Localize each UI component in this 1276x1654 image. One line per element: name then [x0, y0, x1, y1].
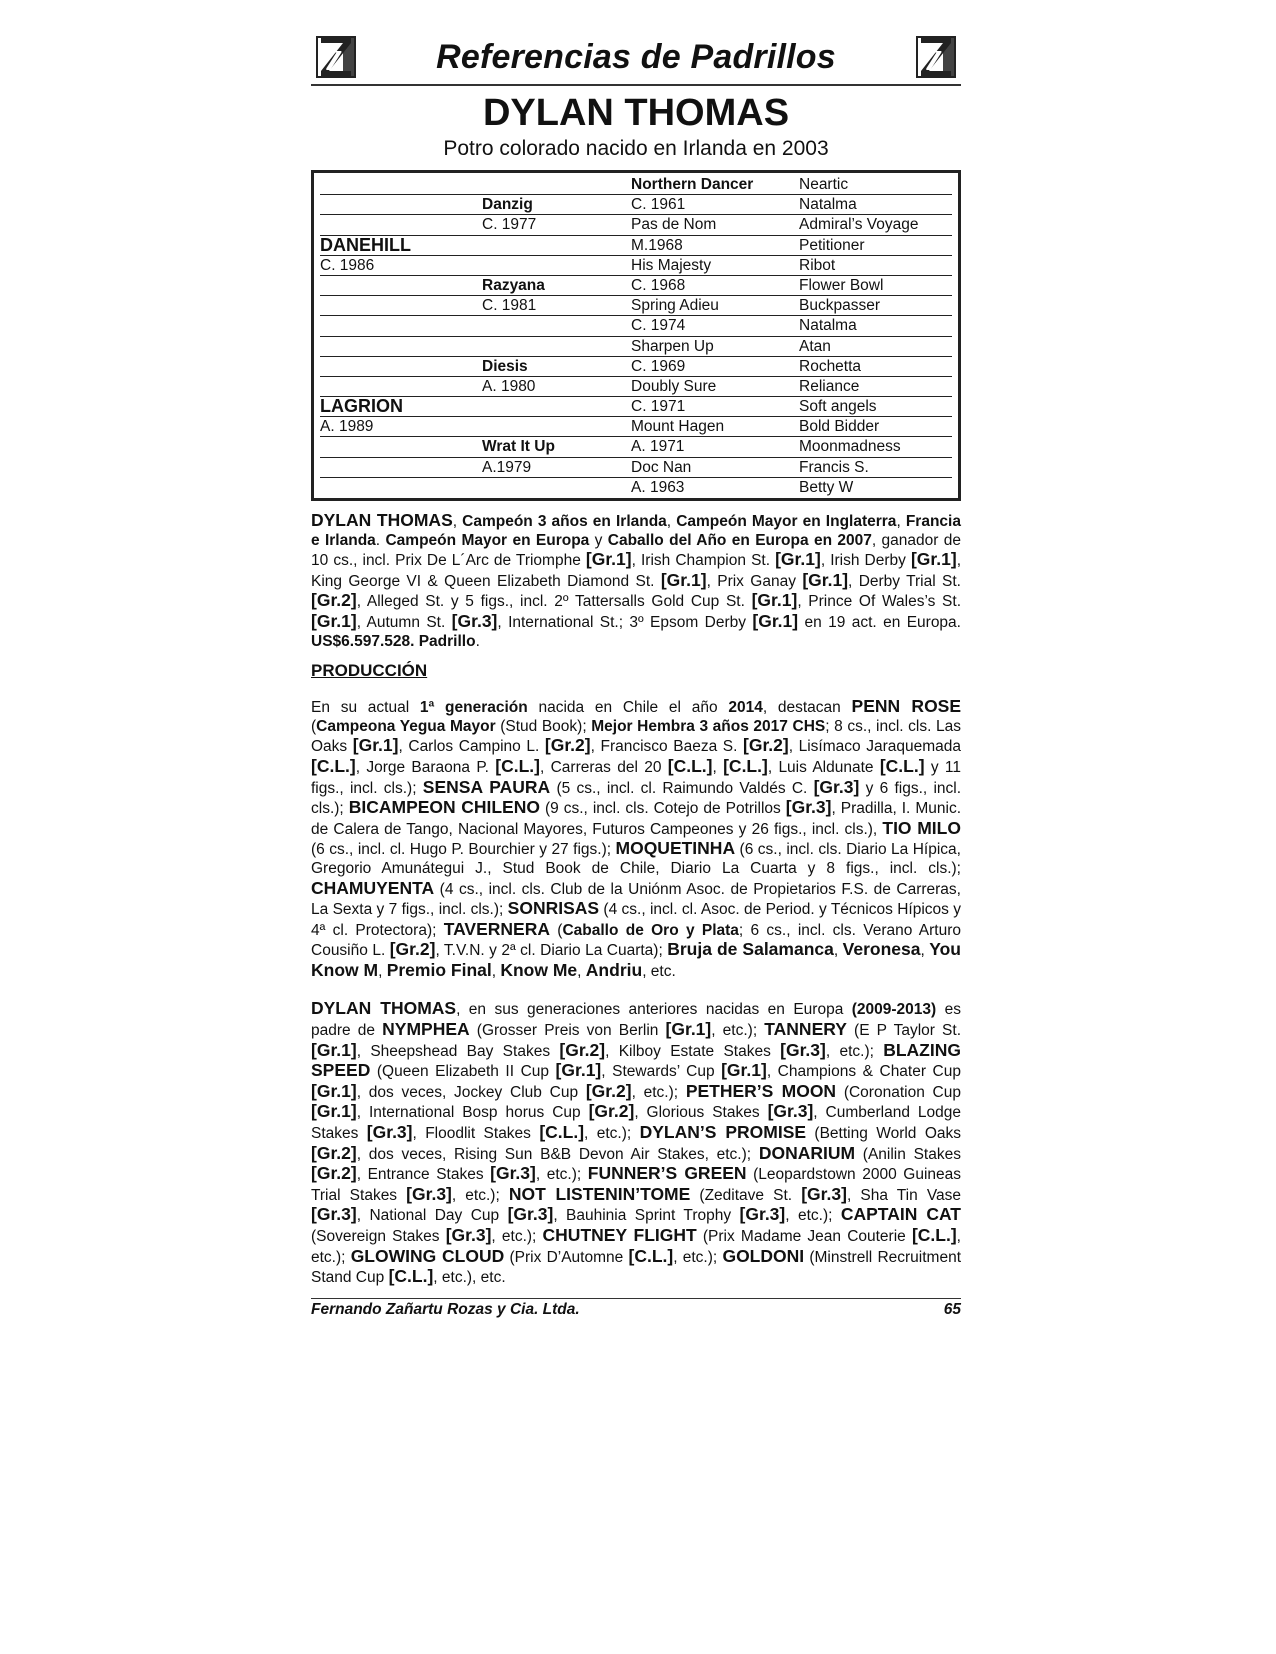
highlight-text: [Gr.3]	[767, 1101, 814, 1122]
highlight-text: You Know M	[311, 939, 961, 980]
text-run: (4 cs., incl. cls. Club de la Uniónm Asoc. de Propietarios F.S. de Carreras, La Sexta y 7 figs., incl. cls.);	[311, 880, 961, 919]
text-run: y 6 figs., incl. cls.);	[311, 779, 962, 818]
pedigree-cell: C. 1986	[320, 256, 375, 274]
highlight-text: GLOWING CLOUD	[350, 1245, 505, 1266]
pedigree-cell: C. 1974	[631, 317, 686, 335]
highlight-text: BLAZING SPEED	[311, 1039, 961, 1081]
text-run: ; 6 cs., incl. cls. Verano Arturo Cousiño L.	[311, 921, 961, 960]
pedigree-cell: A. 1971	[631, 438, 685, 456]
highlight-text: [Gr.2]	[544, 735, 591, 756]
highlight-text: Veronesa	[842, 939, 921, 960]
pedigree-row	[320, 458, 952, 478]
highlight-text: [Gr.1]	[311, 1080, 357, 1101]
pedigree-cell: Flower Bowl	[799, 276, 884, 294]
text-run: ,	[666, 513, 677, 530]
highlight-text: Andriu	[585, 959, 643, 980]
pedigree-row	[320, 276, 952, 296]
pedigree-cell: C. 1981	[482, 297, 537, 315]
pedigree-row	[320, 437, 952, 457]
highlight-text: TAVERNERA	[443, 918, 551, 939]
highlight-text: [Gr.3]	[406, 1183, 452, 1204]
text-run: , Entrance Stakes	[356, 1166, 491, 1184]
pedigree-cell	[320, 437, 482, 456]
highlight-text: [C.L.]	[628, 1245, 674, 1266]
highlight-text: GOLDONI	[722, 1245, 805, 1266]
pedigree-cell: Reliance	[799, 377, 860, 395]
highlight-text: 1ª generación	[419, 699, 528, 717]
highlight-text: [C.L.]	[667, 755, 713, 776]
text-run: (Prix D’Automne	[504, 1248, 629, 1266]
highlight-text: SENSA PAURA	[422, 776, 551, 797]
pedigree-cell: Diesis	[482, 357, 528, 375]
pedigree-cell	[482, 256, 631, 275]
highlight-text: [Gr.1]	[721, 1060, 767, 1081]
highlight-text: [Gr.1]	[775, 549, 821, 570]
pedigree-cell: Buckpasser	[799, 297, 880, 315]
pedigree-cell: Doubly Sure	[631, 377, 717, 395]
text-run: (Grosser Preis von Berlin	[469, 1022, 666, 1040]
highlight-text: CAPTAIN CAT	[840, 1204, 961, 1225]
text-run: , Derby Trial St.	[848, 572, 961, 590]
pedigree-row	[320, 236, 952, 256]
pedigree-cell: C. 1977	[482, 216, 537, 234]
text-run: en 19 act. en Europa.	[798, 613, 961, 631]
highlight-text: [Gr.1]	[311, 610, 357, 631]
pedigree-cell: C. 1968	[631, 276, 686, 294]
highlight-text: [C.L.]	[311, 755, 356, 776]
text-run: .	[375, 531, 386, 549]
pedigree-cell: Natalma	[799, 196, 857, 214]
text-run: , Kilboy Estate Stakes	[605, 1042, 781, 1060]
pedigree-row	[320, 337, 952, 357]
highlight-text: BICAMPEON CHILENO	[348, 797, 540, 818]
text-run: , Glorious Stakes	[634, 1104, 768, 1122]
text-run: ,	[577, 962, 586, 980]
pedigree-cell: Neartic	[799, 176, 849, 193]
pedigree-cell: Wrat It Up	[482, 438, 555, 456]
text-run: , Carlos Campino L.	[398, 738, 545, 756]
text-run: , etc.);	[785, 1207, 841, 1225]
text-run: , Prix Ganay	[706, 572, 803, 590]
text-run: , Luis Aldunate	[767, 758, 880, 776]
text-run: , Bauhinia Sprint Trophy	[553, 1207, 740, 1225]
pedigree-cell	[482, 337, 631, 356]
text-run: , Lisímaco Jaraquemada	[788, 738, 962, 756]
pedigree-cell: Francis S.	[799, 458, 869, 476]
highlight-text: Premio Final	[386, 959, 492, 980]
text-run: ,	[452, 513, 463, 530]
text-run: (Coronation Cup	[836, 1083, 961, 1101]
production-title: PRODUCCIÓN	[311, 661, 428, 681]
pedigree-cell: Rochetta	[799, 357, 862, 375]
text-run: , etc.);	[491, 1228, 543, 1245]
pedigree-cell: Mount Hagen	[631, 418, 725, 436]
text-run: (4 cs., incl. cl. Asoc. de Period. y Técnicos Hípicos y 4ª cl. Protectora);	[311, 901, 961, 939]
highlight-text: [Gr.3]	[445, 1225, 492, 1245]
text-run: , T.V.N. y 2ª cl. Diario La Cuarta);	[435, 942, 668, 960]
pedigree-cell: C. 1961	[631, 196, 686, 214]
pedigree-cell	[320, 215, 482, 234]
highlight-text: FUNNER’S GREEN	[587, 1163, 747, 1184]
text-run: , etc.);	[711, 1022, 765, 1040]
highlight-text: [C.L.]	[539, 1122, 585, 1143]
pedigree-cell	[320, 357, 482, 376]
text-run: , etc.);	[584, 1125, 640, 1143]
pedigree-cell	[482, 175, 631, 194]
header-title: Referencias de Padrillos	[436, 38, 836, 76]
pedigree-row	[320, 215, 952, 235]
pedigree-row	[320, 377, 952, 397]
highlight-text: Caballo de Oro y Plata	[562, 921, 739, 939]
pedigree-cell	[320, 276, 482, 295]
highlight-text: [Gr.1]	[555, 1060, 602, 1081]
pedigree-cell	[320, 195, 482, 214]
text-run: ,	[712, 758, 724, 776]
pedigree-cell: Spring Adieu	[631, 297, 719, 315]
logo-icon	[913, 34, 959, 80]
pedigree-row	[320, 296, 952, 316]
pedigree-cell	[320, 296, 482, 315]
text-run: y	[589, 531, 608, 549]
highlight-text: [Gr.2]	[585, 1080, 632, 1101]
text-run: (5 cs., incl. cl. Raimundo Valdés C.	[550, 779, 814, 797]
text-run: , National Day Cup	[356, 1207, 508, 1225]
pedigree-table	[311, 170, 961, 501]
pedigree-cell	[482, 236, 631, 255]
pedigree-row	[320, 397, 952, 417]
highlight-text: 2014	[728, 699, 763, 717]
highlight-text: DYLAN THOMAS	[311, 510, 453, 530]
pedigree-cell: A. 1980	[482, 377, 536, 395]
text-run: ,	[833, 942, 843, 960]
pedigree-cell: Northern Dancer	[631, 176, 754, 193]
highlight-text: NOT LISTENIN’TOME	[508, 1183, 691, 1204]
highlight-text: Bruja de Salamanca	[667, 939, 834, 960]
highlight-text: MOQUETINHA	[615, 838, 736, 859]
pedigree-cell: Petitioner	[799, 236, 865, 254]
text-run: , dos veces, Jockey Club Cup	[356, 1083, 586, 1101]
highlight-text: [Gr.1]	[311, 1039, 357, 1060]
text-run: , Autumn St.	[356, 613, 452, 631]
pedigree-row	[320, 478, 952, 497]
text-run: , etc.);	[535, 1166, 588, 1184]
pedigree-row	[320, 256, 952, 276]
pedigree-cell	[482, 397, 631, 416]
text-run: , etc.);	[673, 1248, 723, 1266]
highlight-text: Mejor Hembra 3 años 2017 CHS	[591, 717, 826, 735]
text-run: ,	[920, 942, 930, 960]
pedigree-cell: DANEHILL	[320, 235, 411, 255]
text-run: (Stud Book);	[495, 717, 592, 735]
text-run: , dos veces, Rising Sun B&B Devon Air Stakes, etc.);	[356, 1145, 759, 1163]
pedigree-row	[320, 175, 952, 195]
text-run: (9 cs., incl. cls. Cotejo de Potrillos	[539, 800, 786, 818]
text-run: ,	[491, 962, 501, 980]
horse-name: DYLAN THOMAS	[482, 92, 790, 134]
text-run: (Zeditave St.	[690, 1186, 802, 1204]
page	[311, 32, 961, 1319]
page-number: 65	[943, 1300, 961, 1318]
text-run: , International Bosp horus Cup	[356, 1104, 589, 1122]
text-run: , etc.);	[311, 1228, 961, 1266]
text-run: (6 cs., incl. cls. Diario La Hípica, Gregorio Amunátegui J., Stud Book de Chile, Diario La Cuarta y 8 figs., incl. cls.);	[311, 841, 961, 877]
pedigree-cell: His Majesty	[631, 256, 712, 274]
pedigree-cell: Moonmadness	[799, 438, 901, 456]
highlight-text: [Gr.3]	[490, 1163, 536, 1184]
text-run: En su actual	[311, 699, 420, 717]
highlight-text: [Gr.2]	[311, 590, 357, 611]
pedigree-cell	[320, 337, 482, 356]
text-run: , Carreras del 20	[540, 758, 668, 776]
highlight-text: [Gr.1]	[751, 590, 798, 611]
text-run: (	[311, 717, 317, 735]
campaign-paragraph	[311, 511, 961, 651]
pedigree-cell	[320, 458, 482, 477]
highlight-text: NYMPHEA	[382, 1019, 470, 1040]
highlight-text: [C.L.]	[879, 755, 925, 776]
pedigree-cell: Admiral’s Voyage	[799, 216, 919, 234]
text-run: , etc.);	[631, 1083, 686, 1101]
highlight-text: PENN ROSE	[851, 696, 962, 717]
highlight-text: Know Me	[500, 959, 578, 980]
text-run: , Francisco Baeza S.	[590, 738, 744, 756]
text-run: , Cumberland Lodge Stakes	[311, 1104, 962, 1143]
highlight-text: CHAMUYENTA	[311, 877, 435, 898]
highlight-text: DYLAN THOMAS	[311, 998, 457, 1019]
highlight-text: [Gr.1]	[802, 569, 849, 590]
text-run: (Anilin Stakes	[855, 1145, 961, 1163]
pedigree-cell: A.1979	[482, 458, 532, 476]
highlight-text: (2009-2013)	[851, 1001, 937, 1019]
pedigree-row	[320, 357, 952, 377]
horse-description: Potro colorado nacido en Irlanda en 2003	[443, 137, 829, 160]
production-paragraph-chile	[311, 697, 961, 981]
highlight-text: [Gr.3]	[451, 610, 498, 631]
highlight-text: Campeón Mayor en Europa	[385, 531, 590, 549]
text-run: , King George VI & Queen Elizabeth Diamond St.	[311, 552, 961, 590]
text-run: , Stewards’ Cup	[601, 1063, 722, 1081]
highlight-text: TANNERY	[764, 1019, 847, 1040]
highlight-text: [Gr.1]	[665, 1019, 712, 1040]
highlight-text: [Gr.1]	[752, 610, 799, 631]
highlight-text: [Gr.3]	[813, 776, 860, 797]
text-run: ,	[896, 513, 906, 530]
pedigree-cell	[482, 316, 631, 335]
pedigree-cell: Danzig	[482, 196, 533, 214]
text-run: , etc.);	[825, 1042, 884, 1060]
highlight-text: [Gr.1]	[585, 549, 632, 570]
text-run: (6 cs., incl. cl. Hugo P. Bourchier y 27 figs.);	[311, 841, 616, 859]
highlight-text: SONRISAS	[507, 898, 600, 919]
text-run: , Sheepshead Bay Stakes	[356, 1042, 560, 1060]
highlight-text: [Gr.2]	[559, 1039, 606, 1060]
pedigree-row	[320, 417, 952, 437]
highlight-text: [C.L.]	[388, 1266, 434, 1287]
text-run: y 11 figs., incl. cls.);	[311, 758, 962, 797]
page-footer	[311, 1298, 961, 1319]
highlight-text: [Gr.3]	[366, 1122, 413, 1143]
pedigree-cell	[320, 316, 482, 335]
pedigree-cell: Betty W	[799, 478, 854, 496]
text-run: , Champions & Chater Cup	[766, 1063, 961, 1081]
pedigree-cell	[320, 377, 482, 396]
text-run: , etc.	[642, 962, 676, 980]
highlight-text: DONARIUM	[758, 1142, 856, 1163]
text-run: .	[475, 632, 480, 650]
highlight-text: [Gr.2]	[311, 1163, 357, 1184]
highlight-text: [C.L.]	[495, 755, 540, 776]
text-run: (Minstrell Recruitment Stand Cup	[311, 1248, 962, 1287]
text-run: (Sovereign Stakes	[311, 1228, 446, 1245]
text-run: , Sha Tin Vase	[846, 1186, 962, 1204]
text-run: , etc.);	[451, 1186, 509, 1204]
svg-text:Z: Z	[925, 46, 944, 77]
highlight-text: Campeona Yegua Mayor	[316, 717, 496, 735]
highlight-text: [Gr.3]	[507, 1204, 554, 1225]
text-run: , destacan	[762, 699, 852, 717]
highlight-text: [Gr.2]	[389, 939, 436, 960]
pedigree-cell: C. 1969	[631, 357, 686, 375]
pedigree-cell: C. 1971	[631, 398, 686, 416]
pedigree-cell: Natalma	[799, 317, 857, 335]
highlight-text: [Gr.2]	[311, 1142, 357, 1163]
text-run: , Floodlit Stakes	[412, 1125, 540, 1143]
pedigree-cell	[482, 417, 631, 436]
pedigree-cell: Bold Bidder	[799, 418, 880, 436]
text-run: , Alleged St. y 5 figs., incl. 2º Tattersalls Gold Cup St.	[356, 593, 752, 611]
text-run: , Irish Champion St.	[631, 552, 776, 570]
highlight-text: PETHER’S MOON	[685, 1080, 837, 1101]
svg-text:Z: Z	[325, 46, 344, 77]
text-run: , Irish Derby	[820, 552, 911, 570]
highlight-text: [C.L.]	[723, 755, 768, 776]
highlight-text: Campeón 3 años en Irlanda	[462, 513, 667, 530]
pedigree-cell: Razyana	[482, 276, 545, 294]
text-run: ,	[378, 962, 387, 980]
text-run: (Queen Elizabeth II Cup	[370, 1063, 556, 1081]
highlight-text: [Gr.3]	[801, 1183, 847, 1204]
pedigree-cell: Doc Nan	[631, 458, 692, 476]
text-run: (Betting World Oaks	[806, 1125, 961, 1143]
text-run: , Jorge Baraona P.	[355, 758, 496, 776]
pedigree-cell: Soft angels	[799, 398, 877, 416]
highlight-text: [Gr.3]	[785, 797, 832, 818]
pedigree-cell: Sharpen Up	[631, 337, 714, 355]
text-run: (Prix Madame Jean Couterie	[696, 1228, 912, 1245]
text-run: , en sus generaciones anteriores nacidas en Europa	[456, 1001, 852, 1019]
text-run: (Leopardstown 2000 Guineas Trial Stakes	[311, 1166, 962, 1204]
highlight-text: [Gr.3]	[780, 1039, 826, 1060]
footer-company: Fernando Zañartu Rozas y Cia. Ltda.	[311, 1300, 580, 1318]
highlight-text: CHUTNEY FLIGHT	[542, 1225, 697, 1245]
highlight-text: [Gr.1]	[352, 735, 399, 756]
highlight-text: [Gr.2]	[743, 735, 789, 756]
pedigree-cell: A. 1963	[631, 478, 685, 496]
highlight-text: [Gr.1]	[660, 569, 707, 590]
highlight-text: [Gr.2]	[588, 1101, 635, 1122]
highlight-text: Francia e Irlanda	[311, 513, 961, 549]
highlight-text: TIO MILO	[882, 817, 961, 838]
pedigree-row	[320, 316, 952, 336]
text-run: , International St.; 3º Epsom Derby	[497, 613, 753, 631]
highlight-text: [Gr.3]	[311, 1204, 357, 1225]
text-run: (	[550, 921, 563, 939]
highlight-text: [C.L.]	[911, 1225, 957, 1245]
text-run: nacida en Chile el año	[527, 699, 729, 717]
text-run: ; 8 cs., incl. cls. Las Oaks	[311, 717, 962, 756]
highlight-text: [Gr.1]	[311, 1101, 357, 1122]
highlight-text: [Gr.1]	[910, 549, 957, 570]
text-run: , ganador de 10 cs., incl. Prix De L´Arc de Triomphe	[311, 531, 962, 570]
text-run: , etc.), etc.	[433, 1269, 506, 1287]
pedigree-cell	[482, 478, 631, 497]
pedigree-cell: Pas de Nom	[631, 216, 717, 234]
pedigree-cell: Atan	[799, 337, 831, 355]
highlight-text: [Gr.3]	[739, 1204, 786, 1225]
pedigree-cell: LAGRION	[320, 397, 403, 417]
pedigree-cell: M.1968	[631, 236, 683, 254]
production-paragraph-europe	[311, 999, 961, 1287]
highlight-text: DYLAN’S PROMISE	[639, 1122, 807, 1143]
text-run: es padre de	[311, 1001, 961, 1040]
pedigree-cell: A. 1989	[320, 418, 374, 436]
pedigree-cell: Ribot	[799, 256, 836, 274]
pedigree-row	[320, 195, 952, 215]
page-header	[311, 32, 961, 86]
pedigree-cell	[320, 175, 482, 194]
highlight-text: Campeón Mayor en Inglaterra	[676, 513, 897, 530]
highlight-text: US$6.597.528. Padrillo	[311, 632, 476, 650]
pedigree-cell	[320, 478, 482, 497]
text-run: (E P Taylor St.	[846, 1022, 961, 1040]
text-run: , Prince Of Wales’s St.	[797, 593, 961, 611]
text-run: , Pradilla, I. Munic. de Calera de Tango, Nacional Mayores, Futuros Campeones y 26 figs., incl. cls.),	[311, 800, 961, 838]
highlight-text: Caballo del Año en Europa en 2007	[607, 531, 872, 549]
